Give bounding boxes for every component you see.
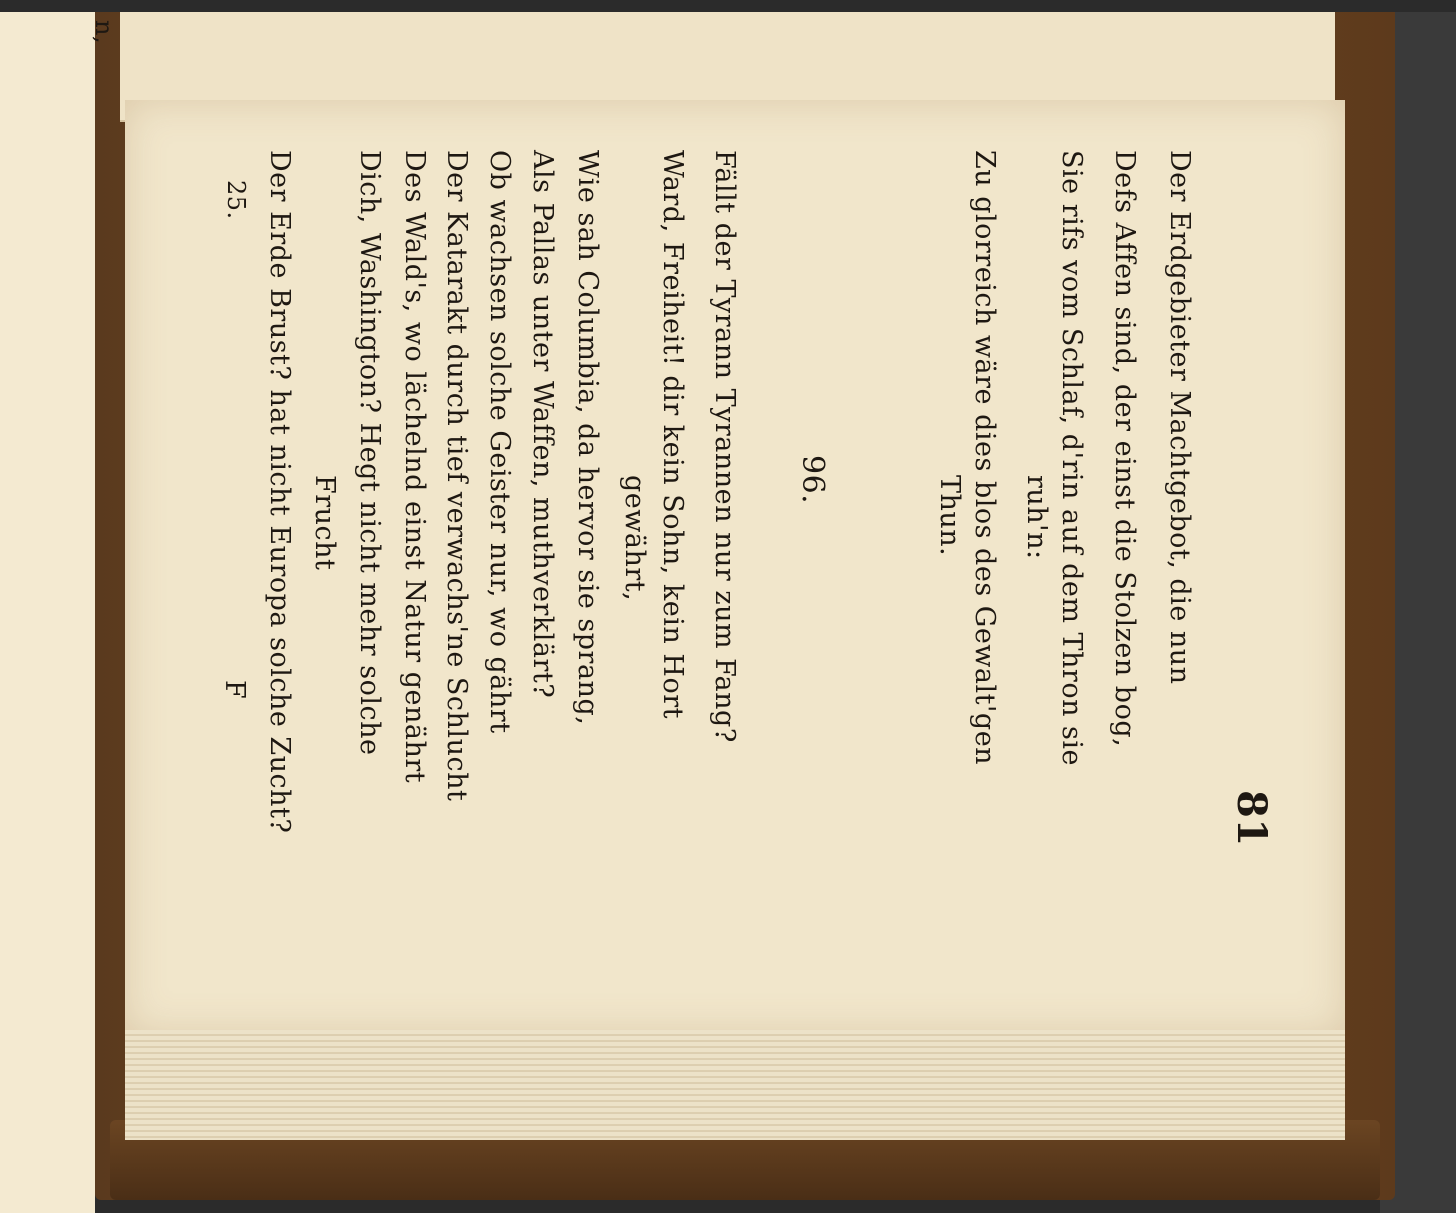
text-line: Zu glorreich wäre dies blos des Gewalt'gen (969, 150, 1000, 766)
catchword: F (219, 680, 250, 700)
text-line: gewährt, (619, 475, 650, 602)
text-line: Der Erde Brust? hat nicht Europa solche Zucht? (264, 150, 295, 834)
text-line: Defs Affen sind, der einst die Stolzen bog, (1109, 150, 1140, 748)
fragment-line: n, (90, 20, 118, 45)
text-line: Ob wachsen solche Geister nur, wo gährt (484, 150, 515, 734)
text-line: Des Wald's, wo lächelnd einst Natur genährt (399, 150, 430, 784)
text-line: Frucht (309, 475, 340, 571)
text-line: Wie sah Columbia, da hervor sie sprang, (572, 150, 603, 726)
page-number: 81 (1228, 790, 1275, 847)
text-line: Fällt der Tyrann Tyrannen nur zum Fang? (709, 150, 740, 743)
signature-mark: 25. (222, 180, 250, 220)
text-line: Dich, Washington? Hegt nicht mehr solche (354, 150, 385, 756)
text-line: Ward, Freiheit! dir kein Sohn, kein Hort (657, 150, 688, 719)
top-strip (0, 0, 1456, 12)
fragment-text (2, 490, 92, 570)
fragment-column (0, 0, 95, 1213)
page-edges (125, 1030, 1345, 1140)
text-line: Thun. (934, 475, 965, 557)
text-line: Als Pallas unter Waffen, muthverklärt? (527, 150, 558, 699)
text-line: ruh'n: (1021, 475, 1052, 560)
text-line: Sie rifs vom Schlaf, d'rin auf dem Thron sie (1056, 150, 1087, 767)
text-line: Der Katarakt durch tief verwachs'ne Schlucht (441, 150, 472, 802)
text-line: Der Erdgebieter Machtgebot, die nun (1164, 150, 1195, 685)
stanza-number: 96. (795, 455, 830, 505)
